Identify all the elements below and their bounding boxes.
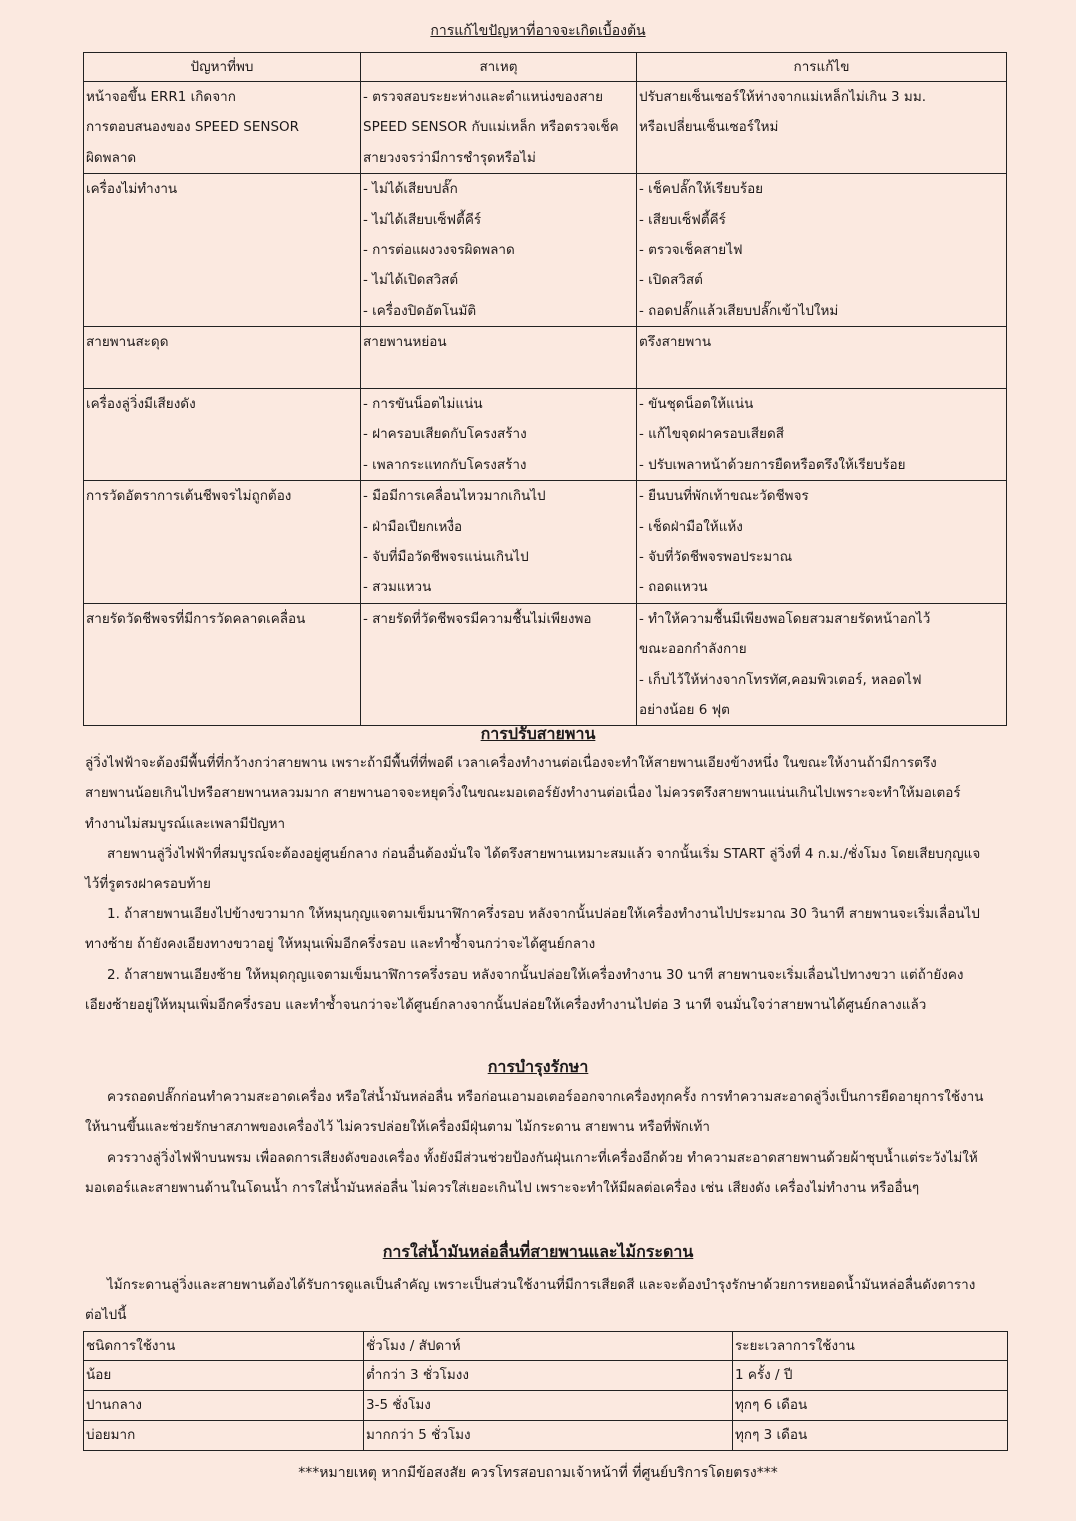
belt-adjust-paragraph-1: ลู่วิ่งไฟฟ้าจะต้องมีพื้นที่ที่กว้างกว่าสายพาน เพราะถ้ามีพื้นที่ที่พอดี เวลาเครื่องทำงานต่อเนื่องจะทำให้สายพานเอียงข้างหนึ่ง ในขณะให้งานถ้ามีการตรึงสายพานน้อยเกินไปหรือสายพานหลวมมาก สายพานอาจจะหยุดวิ่งในขณะมอเตอร์ยังทำงานต่อเนื่อง ไม่ควรตรึงสายพานแน่นเกินไปเพราะจะทำให้มอเตอร์ทำงานไม่สมบูรณ์และเพลามีปัญหา [85,755,961,832]
cell-line: หรือเปลี่ยนเซ็นเซอร์ใหม่ [639,119,779,136]
cell-line: เครื่องไม่ทำงาน [86,181,178,198]
cell-line: - ไม่ได้เปิดสวิสต์ [363,272,459,289]
cause-cell [361,327,637,389]
cell-line: - ไม่ได้เสียบเซ็ฟตี้คีร์ [363,211,482,228]
footer-note: ***หมายเหตุ หากมีข้อสงสัย ควรโทรสอบถามเจ้าหน้าที่ ที่ศูนย์บริการโดยตรง*** [298,1465,778,1481]
cell-line: - ถอดปลั๊กแล้วเสียบปลั๊กเข้าไปใหม่ [639,302,839,319]
table-row [84,481,1007,604]
cell-line: - แก้ไขจุดฝาครอบเสียดสี [639,426,784,443]
cause-cell [361,481,637,604]
table-row [84,82,1007,174]
cause-cell [361,82,637,174]
cell-line: การตอบสนองของ SPEED SENSOR [86,119,300,136]
maintenance-paragraph-1: ควรถอดปลั๊กก่อนทำความสะอาดเครื่อง หรือใส่น้ำมันหล่อลื่น หรือก่อนเอามอเตอร์ออกจากเครื่องทุกครั้ง การทำความสะอาดลู่วิ่งเป็นการยืดอายุการใช้งานให้นานขึ้นและช่วยรักษาสภาพของเครื่องไว้ ไม่ควรปล่อยให้เครื่องมีฝุ่นตาม ไม้กระดาน สายพาน หรือที่พักเท้า [85,1089,984,1136]
usage-type-cell: ปานกลาง [84,1391,364,1421]
cell-line: - เช็คปลั๊กให้เรียบร้อย [639,181,764,198]
cell-line: - การต่อแผงวงจรผิดพลาด [363,241,515,258]
table-row [84,174,1007,327]
fix-cell [637,603,1007,726]
cell-line: - เปิดสวิสต์ [639,272,703,289]
cell-line: - เสียบเซ็ฟตี้คีร์ [639,211,726,228]
lubrication-heading: การใส่น้ำมันหล่อลื่นที่สายพานและไม้กระดาน [382,1242,694,1261]
cell-line: - มือมีการเคลื่อนไหวมากเกินไป [363,488,546,505]
problem-cell [84,327,361,389]
header-hours-per-week: ชั่วโมง / สัปดาห์ [364,1332,733,1361]
belt-adjust-step-1: 1. ถ้าสายพานเอียงไปข้างขวามาก ให้หมุนกุญแจตามเข็มนาฬิกาครึ่งรอบ หลังจากนั้นปล่อยให้เครื่องทำงานไปประมาณ 30 วินาที สายพานจะเริ่มเลื่อนไปทางซ้าย ถ้ายังคงเอียงทางขวาอยู่ ให้หมุนเพิ่มอีกครึ่งรอบ และทำซ้ำจนกว่าจะได้ศูนย์กลาง [85,906,980,953]
maintenance-heading: การบำรุงรักษา [487,1057,589,1076]
cell-line: - ถอดแหวน [639,579,708,596]
cause-cell [361,388,637,480]
header-usage-type: ชนิดการใช้งาน [84,1332,364,1361]
cell-line: SPEED SENSOR กับแม่เหล็ก หรือตรวจเช็ค [363,119,619,136]
cell-line: - ยืนบนที่พักเท้าขณะวัดชีพจร [639,488,809,505]
cell-line: ขณะออกกำลังกาย [639,641,747,658]
cell-line: ปรับสายเซ็นเซอร์ให้ห่างจากแม่เหล็กไม่เกิน 3 มม. [639,89,927,105]
cell-line: สายรัดวัดชีพจรที่มีการวัดคลาดเคลื่อน [86,610,306,627]
belt-adjust-step-2: 2. ถ้าสายพานเอียงซ้าย ให้หมุดกุญแจตามเข็มนาฬิการครึ่งรอบ หลังจากนั้นปล่อยให้เครื่องทำงาน 30 นาที สายพานจะเริ่มเลื่อนไปทางขวา แต่ถ้ายังคงเอียงซ้ายอยู่ให้หมุนเพิ่มอีกครึ่งรอบ และทำซ้ำจนกว่าจะได้ศูนย์กลางจากนั้นปล่อยให้เครื่องทำงานไปต่อ 3 นาที จนมั่นใจว่าสายพานได้ศูนย์กลางแล้ว [85,967,964,1014]
cell-line: - ทำให้ความชื้นมีเพียงพอโดยสวมสายรัดหน้าอกไว้ [639,610,931,627]
fix-cell [637,174,1007,327]
cell-line: - ฝาครอบเสียดกับโครงสร้าง [363,426,527,443]
cell-line: - เช็ดฝ่ามือให้แห้ง [639,518,743,535]
cell-line: - สายรัดที่วัดชีพจรมีความชื้นไม่เพียงพอ [363,610,592,627]
cell-line: - เพลากระแทกกับโครงสร้าง [363,456,527,473]
lubrication-schedule-table [83,1331,1008,1451]
cell-line: - ปรับเพลาหน้าด้วยการยืดหรือตรึงให้เรียบร้อย [639,456,906,473]
problem-cell [84,481,361,604]
cell-line: สายพานหย่อน [363,334,447,351]
cell-line: เครื่องลู่วิ่งมีเสียงดัง [86,395,196,412]
maintenance-paragraph-2: ควรวางลู่วิ่งไฟฟ้าบนพรม เพื่อลดการเสียงดังของเครื่อง ทั้งยังมีส่วนช่วยป้องกันฝุ่นเกาะที่เครื่องอีกด้วย ทำความสะอาดสายพานด้วยผ้าชุบน้ำแต่ระวังไม่ให้มอเตอร์และสายพานด้านในโดนน้ำ การใส่น้ำมันหล่อลื่น ไม่ควรใส่เยอะเกินไป เพราะจะทำให้มีผลต่อเครื่อง เช่น เสียงดัง เครื่องไม่ทำงาน หรืออื่นๆ [85,1150,978,1197]
table-row [84,388,1007,480]
table-row [84,1361,1008,1391]
fix-cell [637,82,1007,174]
cell-line: - จับที่มือวัดชีพจรแน่นเกินไป [363,548,529,565]
problem-cell [84,388,361,480]
troubleshooting-table [83,52,1007,726]
usage-type-cell: น้อย [84,1361,364,1391]
cell-line: การวัดอัตราการเต้นชีพจรไม่ถูกต้อง [86,488,292,505]
cell-line: หน้าจอขึ้น ERR1 เกิดจาก [86,89,236,105]
cell-line: สายพานสะดุด [86,334,169,351]
hours-cell: มากกว่า 5 ชั่วโมง [364,1421,733,1451]
cause-cell [361,603,637,726]
interval-cell: ทุกๆ 6 เดือน [733,1391,1008,1421]
problem-cell [84,603,361,726]
header-fix: การแก้ไข [637,53,1007,82]
cell-line: - ไม่ได้เสียบปลั๊ก [363,181,458,198]
cell-line: อย่างน้อย 6 ฟุต [639,701,730,718]
problem-cell [84,82,361,174]
cell-line: ผิดพลาด [86,149,137,166]
cell-line: สายวงจรว่ามีการชำรุดหรือไม่ [363,149,536,166]
fix-cell [637,388,1007,480]
fix-cell [637,327,1007,389]
interval-cell: 1 ครั้ง / ปี [733,1361,1008,1391]
cell-line: - ฝ่ามือเปียกเหงื่อ [363,518,463,535]
table-row [84,1391,1008,1421]
cell-line: - ขันชุดน็อตให้แน่น [639,395,754,412]
table-header-row [84,1332,1008,1361]
hours-cell: 3-5 ชั่งโมง [364,1391,733,1421]
belt-adjust-heading: การปรับสายพาน [480,724,596,743]
cell-line: - เครื่องปิดอัตโนมัติ [363,302,477,319]
problem-cell [84,174,361,327]
fix-cell [637,481,1007,604]
hours-cell: ต่ำกว่า 3 ชั่วโมงง [364,1361,733,1391]
lubrication-intro: ไม้กระดานลู่วิ่งและสายพานต้องได้รับการดูแลเป็นลำคัญ เพราะเป็นส่วนใช้งานที่มีการเสียดสี และจะต้องบำรุงรักษาด้วยการหยอดน้ำมันหล่อลื่นดังตารางต่อไปนี้ [85,1277,976,1324]
table-row [84,603,1007,726]
cell-line: - การขันน็อตไม่แน่น [363,395,483,412]
table-row [84,327,1007,389]
cell-line: - เก็บไว้ให้ห่างจากโทรทัศ,คอมพิวเตอร์, หลอดไฟ [639,671,922,688]
cell-line: - จับที่วัดชีพจรพอประมาณ [639,548,793,565]
troubleshooting-title: การแก้ไขปัญหาที่อาจจะเกิดเบื้องต้น [430,23,646,39]
belt-adjust-paragraph-2: สายพานลู่วิ่งไฟฟ้าที่สมบูรณ์จะต้องอยู่ศูนย์กลาง ก่อนอื่นต้องมั่นใจ ได้ตรึงสายพานเหมาะสมแล้ว จากนั้นเริ่ม START ลู่วิ่งที่ 4 ก.ม./ชั่งโมง โดยเสียบกุญแจไว้ที่รูตรงฝาครอบท้าย [85,846,981,893]
table-header-row [84,53,1007,82]
cell-line: - สวมแหวน [363,579,432,596]
cell-line: - ตรวจเช็คสายไฟ [639,241,743,258]
header-cause: สาเหตุ [361,53,637,82]
cell-line: - ตรวจสอบระยะห่างและตำแหน่งของสาย [363,89,603,105]
cause-cell [361,174,637,327]
cell-line: ตรึงสายพาน [639,334,712,351]
header-problem: ปัญหาที่พบ [84,53,361,82]
header-service-interval: ระยะเวลาการใช้งาน [733,1332,1008,1361]
usage-type-cell: บ่อยมาก [84,1421,364,1451]
interval-cell: ทุกๆ 3 เดือน [733,1421,1008,1451]
table-row [84,1421,1008,1451]
